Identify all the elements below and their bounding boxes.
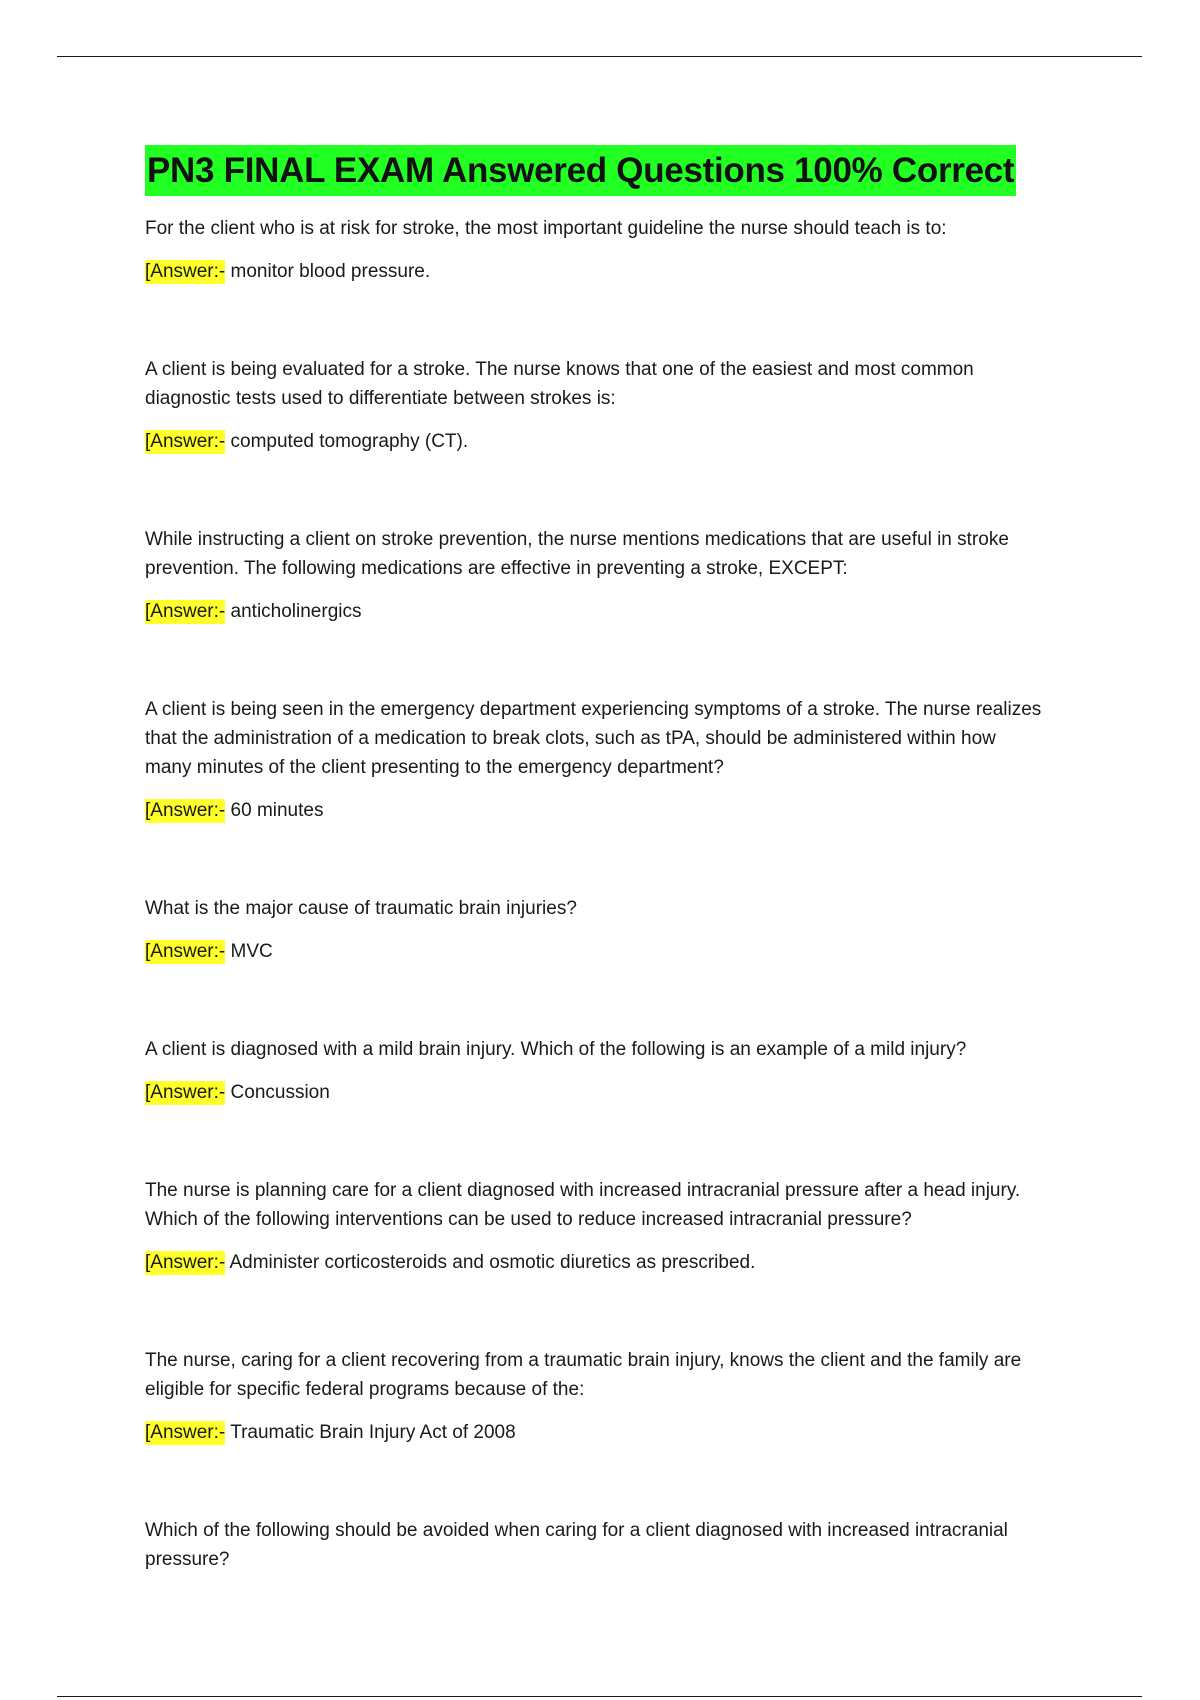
question-text: The nurse, caring for a client recovering from a traumatic brain injury, knows the client and the family are eligible for specific federal programs because of the: bbox=[145, 1350, 1022, 1400]
qa-item-7 bbox=[145, 1176, 1045, 1276]
question-text: A client is being seen in the emergency department experiencing symptoms of a stroke. The nurse realizes that the administration of a medication to break clots, such as tPA, should be administered within how many minutes of the client presenting to the emergency department? bbox=[145, 699, 1042, 778]
question-text: While instructing a client on stroke prevention, the nurse mentions medications that are useful in stroke prevention. The following medications are effective in preventing a stroke, EXCEPT: bbox=[145, 529, 1009, 579]
answer-label: [Answer:- bbox=[145, 1082, 226, 1103]
answer-label: [Answer:- bbox=[145, 601, 226, 622]
answer-label: [Answer:- bbox=[145, 1252, 226, 1273]
question-text: The nurse is planning care for a client diagnosed with increased intracranial pressure after a head injury. Which of the following interventions can be used to reduce increased intracranial pressure? bbox=[145, 1180, 1021, 1230]
answer-text: 60 minutes bbox=[230, 800, 324, 821]
answer-line bbox=[145, 599, 1045, 625]
answer-text: Concussion bbox=[230, 1082, 330, 1103]
question-text: A client is being evaluated for a stroke. The nurse knows that one of the easiest and most common diagnostic tests used to differentiate between strokes is: bbox=[145, 359, 974, 409]
qa-item-4 bbox=[145, 695, 1045, 824]
document-body bbox=[145, 145, 1045, 1574]
header-rule bbox=[57, 56, 1142, 57]
footer-rule bbox=[57, 1696, 1142, 1697]
answer-line bbox=[145, 429, 1045, 455]
qa-item-1 bbox=[145, 214, 1045, 285]
answer-label: [Answer:- bbox=[145, 1422, 226, 1443]
answer-line bbox=[145, 1080, 1045, 1106]
answer-label: [Answer:- bbox=[145, 941, 226, 962]
answer-text: MVC bbox=[230, 941, 273, 962]
answer-label: [Answer:- bbox=[145, 261, 226, 282]
qa-item-2 bbox=[145, 355, 1045, 455]
answer-line bbox=[145, 1420, 1045, 1446]
answer-line bbox=[145, 939, 1045, 965]
qa-item-8 bbox=[145, 1346, 1045, 1446]
qa-item-5 bbox=[145, 894, 1045, 965]
answer-text: Traumatic Brain Injury Act of 2008 bbox=[230, 1422, 516, 1443]
answer-line bbox=[145, 798, 1045, 824]
question-text: What is the major cause of traumatic brain injuries? bbox=[145, 898, 577, 919]
answer-label: [Answer:- bbox=[145, 431, 226, 452]
qa-item-6 bbox=[145, 1035, 1045, 1106]
question-text: A client is diagnosed with a mild brain injury. Which of the following is an example of a mild injury? bbox=[145, 1039, 967, 1060]
answer-text: computed tomography (CT). bbox=[230, 431, 469, 452]
answer-text: Administer corticosteroids and osmotic diuretics as prescribed. bbox=[229, 1252, 756, 1273]
answer-text: anticholinergics bbox=[230, 601, 362, 622]
document-title: PN3 FINAL EXAM Answered Questions 100% Correct bbox=[145, 145, 1016, 196]
answer-line bbox=[145, 1250, 1045, 1276]
answer-label: [Answer:- bbox=[145, 800, 226, 821]
qa-item-9 bbox=[145, 1516, 1045, 1574]
answer-text: monitor blood pressure. bbox=[230, 261, 431, 282]
question-text: For the client who is at risk for stroke, the most important guideline the nurse should teach is to: bbox=[145, 218, 947, 239]
answer-line bbox=[145, 259, 1045, 285]
qa-item-3 bbox=[145, 525, 1045, 625]
question-text: Which of the following should be avoided when caring for a client diagnosed with increased intracranial pressure? bbox=[145, 1520, 1008, 1570]
